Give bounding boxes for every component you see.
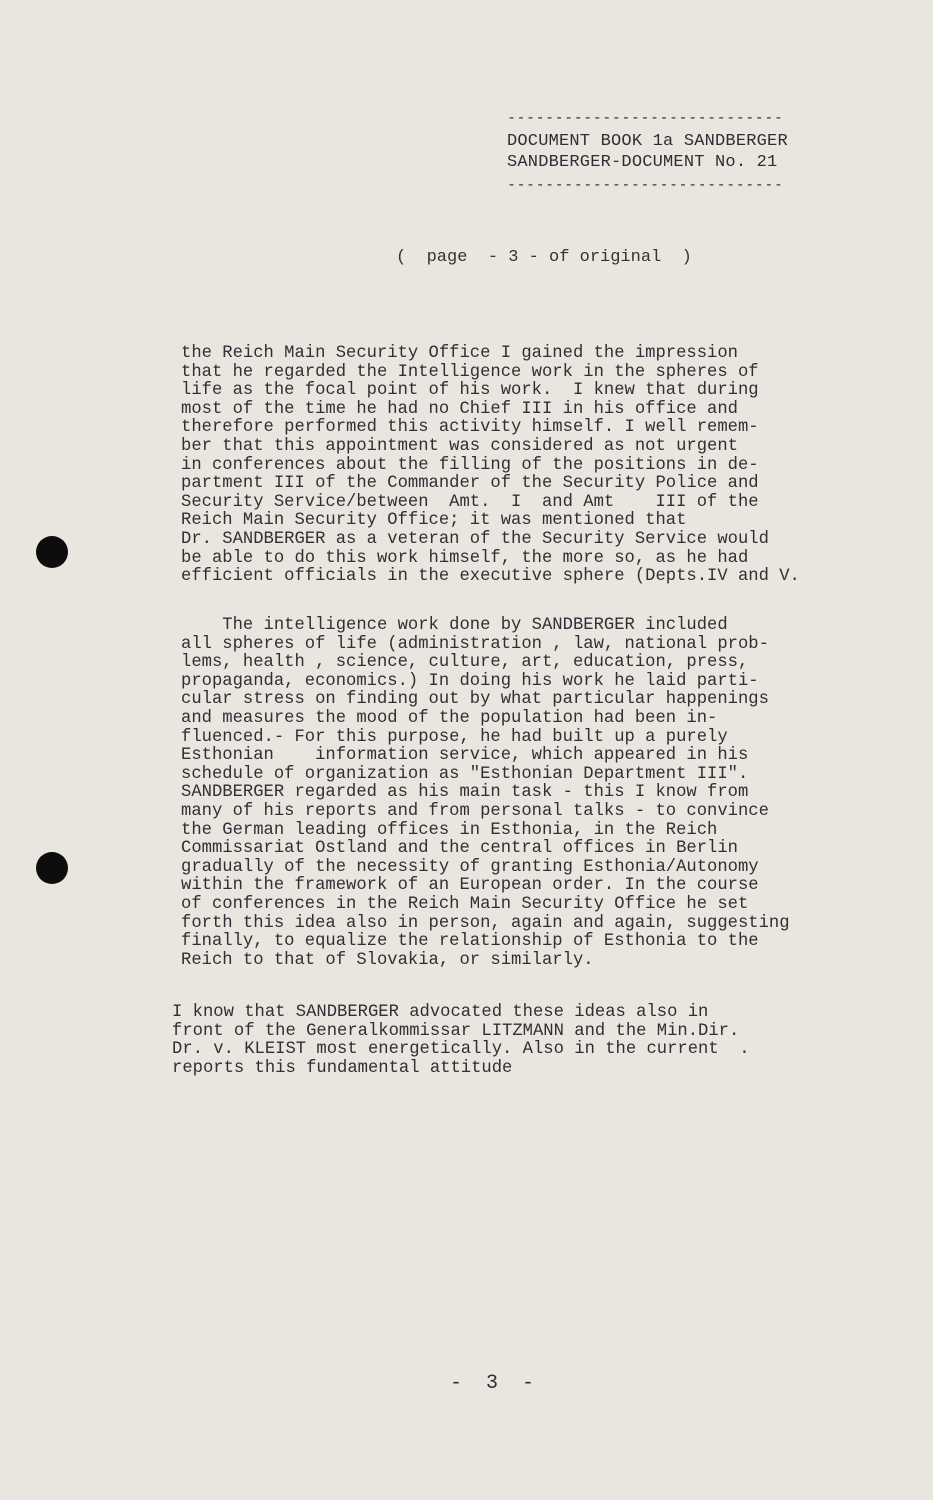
text-line: that he regarded the Intelligence work in the spheres of — [181, 362, 759, 382]
text-line: therefore performed this activity himself. I well remem- — [181, 418, 759, 438]
text-line: fluenced.- For this purpose, he had built up a purely — [181, 727, 728, 747]
original-page-note: ( page - 3 - of original ) — [396, 248, 692, 267]
text-line: Commissariat Ostland and the central offices in Berlin — [181, 839, 738, 859]
text-line: Reich Main Security Office; it was mentioned that — [181, 511, 687, 531]
text-line: Reich to that of Slovakia, or similarly. — [181, 950, 594, 970]
text-line: Dr. v. KLEIST most energetically. Also in the current . — [172, 1040, 750, 1060]
text-line: front of the Generalkommissar LITZMANN and the Min.Dir. — [172, 1021, 740, 1041]
paragraph-3 — [172, 1004, 750, 1078]
document-number-line: SANDBERGER-DOCUMENT No. 21 — [507, 153, 778, 172]
header-rule-top: ----------------------------- — [507, 108, 784, 126]
text-line: finally, to equalize the relationship of Esthonia to the — [181, 932, 759, 952]
paragraph-2 — [181, 617, 790, 970]
text-line: many of his reports and from personal talks - to convince — [181, 801, 769, 821]
text-line: most of the time he had no Chief III in his office and — [181, 399, 738, 419]
text-line: partment III of the Commander of the Security Police and — [181, 474, 759, 494]
text-line: all spheres of life (administration , law, national prob- — [181, 634, 769, 654]
text-line: forth this idea also in person, again and again, suggesting — [181, 913, 790, 933]
text-line: cular stress on finding out by what particular happenings — [181, 690, 769, 710]
page-number: - 3 - — [450, 1372, 535, 1395]
text-line: propaganda, economics.) In doing his work he laid parti- — [181, 671, 759, 691]
text-line: efficient officials in the executive sphere (Depts.IV and V. — [181, 567, 800, 587]
text-line: The intelligence work done by SANDBERGER included — [181, 616, 728, 635]
punch-hole-upper — [36, 536, 68, 568]
punch-hole-lower — [36, 852, 68, 884]
text-line: in conferences about the filling of the positions in de- — [181, 455, 759, 475]
text-line: SANDBERGER regarded as his main task - this I know from — [181, 783, 749, 803]
header-rule-bottom: ----------------------------- — [507, 175, 784, 193]
text-line: of conferences in the Reich Main Security Office he set — [181, 894, 749, 914]
text-line: I know that SANDBERGER advocated these ideas also in — [172, 1003, 709, 1022]
text-line: ber that this appointment was considered as not urgent — [181, 436, 738, 456]
text-line: within the framework of an European order. In the course — [181, 876, 759, 896]
text-line: Security Service/between Amt. I and Amt III of the — [181, 492, 759, 512]
paragraph-1 — [181, 345, 800, 587]
text-line: the German leading offices in Esthonia, in the Reich — [181, 820, 718, 840]
text-line: lems, health , science, culture, art, education, press, — [181, 653, 749, 673]
text-line: Esthonian information service, which appeared in his — [181, 746, 749, 766]
document-book-line: DOCUMENT BOOK 1a SANDBERGER — [507, 132, 788, 151]
text-line: and measures the mood of the population had been in- — [181, 708, 718, 728]
text-line: reports this fundamental attitude — [172, 1058, 513, 1078]
text-line: Dr. SANDBERGER as a veteran of the Security Service would — [181, 529, 769, 549]
text-line: the Reich Main Security Office I gained the impression — [181, 344, 738, 363]
text-line: life as the focal point of his work. I knew that during — [181, 381, 759, 401]
text-line: schedule of organization as "Esthonian Department III". — [181, 764, 749, 784]
text-line: be able to do this work himself, the more so, as he had — [181, 548, 749, 568]
text-line: gradually of the necessity of granting Esthonia/Autonomy — [181, 857, 759, 877]
